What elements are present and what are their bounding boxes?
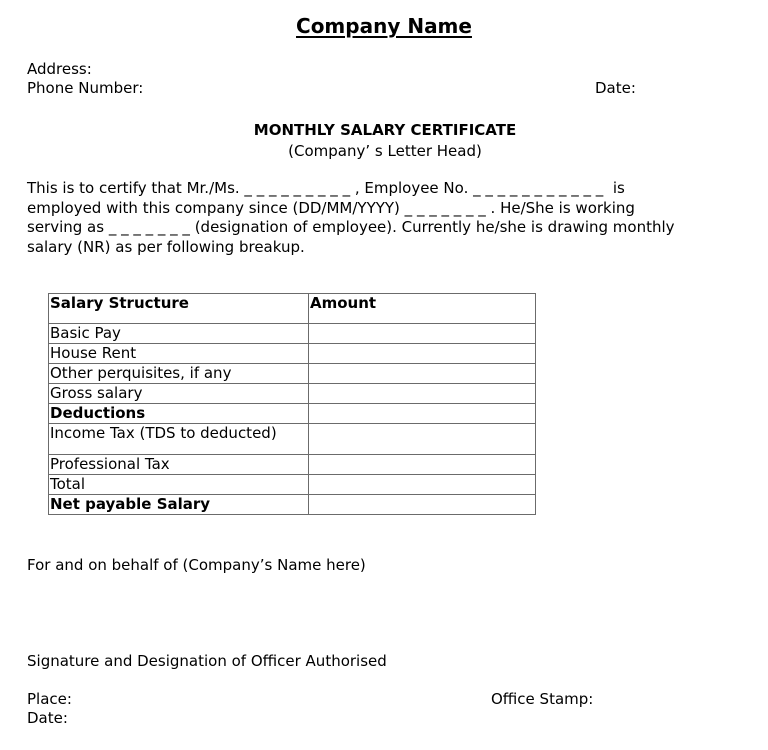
office-stamp-label: Office Stamp: xyxy=(491,690,594,708)
row-amount xyxy=(309,404,536,424)
row-label: Other perquisites, if any xyxy=(49,364,309,384)
salary-table xyxy=(48,293,536,515)
row-amount xyxy=(309,384,536,404)
body-line: This is to certify that Mr./Ms. _ _ _ _ _ _ _ _ _ , Employee No. _ _ _ _ _ _ _ _ _ _ _ is xyxy=(27,179,625,197)
row-label: Professional Tax xyxy=(49,455,309,475)
header-amount: Amount xyxy=(309,294,536,324)
table-row xyxy=(49,384,536,404)
row-label: Net payable Salary xyxy=(49,495,309,515)
table-row xyxy=(49,424,536,455)
table-header-row xyxy=(49,294,536,324)
address-label: Address: xyxy=(27,60,92,78)
table-row xyxy=(49,475,536,495)
row-amount xyxy=(309,344,536,364)
row-amount xyxy=(309,475,536,495)
row-label: Basic Pay xyxy=(49,324,309,344)
certificate-title: MONTHLY SALARY CERTIFICATE xyxy=(253,121,517,139)
row-label: Gross salary xyxy=(49,384,309,404)
certificate-body xyxy=(27,179,747,257)
table-row xyxy=(49,404,536,424)
header-date-label: Date: xyxy=(595,79,636,97)
row-amount xyxy=(309,364,536,384)
behalf-text: For and on behalf of (Company’s Name here) xyxy=(27,556,366,574)
row-amount xyxy=(309,495,536,515)
body-line: employed with this company since (DD/MM/YYYY) _ _ _ _ _ _ _ . He/She is working xyxy=(27,198,635,217)
row-amount xyxy=(309,324,536,344)
signature-text: Signature and Designation of Officer Authorised xyxy=(27,652,387,670)
row-label: Total xyxy=(49,475,309,495)
row-amount xyxy=(309,424,536,455)
footer-date-label: Date: xyxy=(27,709,68,727)
header-salary-structure: Salary Structure xyxy=(49,294,309,324)
table-row xyxy=(49,364,536,384)
body-line: salary (NR) as per following breakup. xyxy=(27,237,305,256)
row-label: Income Tax (TDS to deducted) xyxy=(49,424,309,455)
place-label: Place: xyxy=(27,690,72,708)
row-label: Deductions xyxy=(49,404,309,424)
table-row xyxy=(49,455,536,475)
certificate-subtitle: (Company’ s Letter Head) xyxy=(288,142,482,160)
body-line: serving as _ _ _ _ _ _ _ (designation of employee). Currently he/she is drawing monthly xyxy=(27,218,675,236)
row-label: House Rent xyxy=(49,344,309,364)
phone-label: Phone Number: xyxy=(27,79,144,97)
table-row xyxy=(49,344,536,364)
table-row xyxy=(49,324,536,344)
company-name: Company Name xyxy=(296,14,472,38)
row-amount xyxy=(309,455,536,475)
table-row xyxy=(49,495,536,515)
